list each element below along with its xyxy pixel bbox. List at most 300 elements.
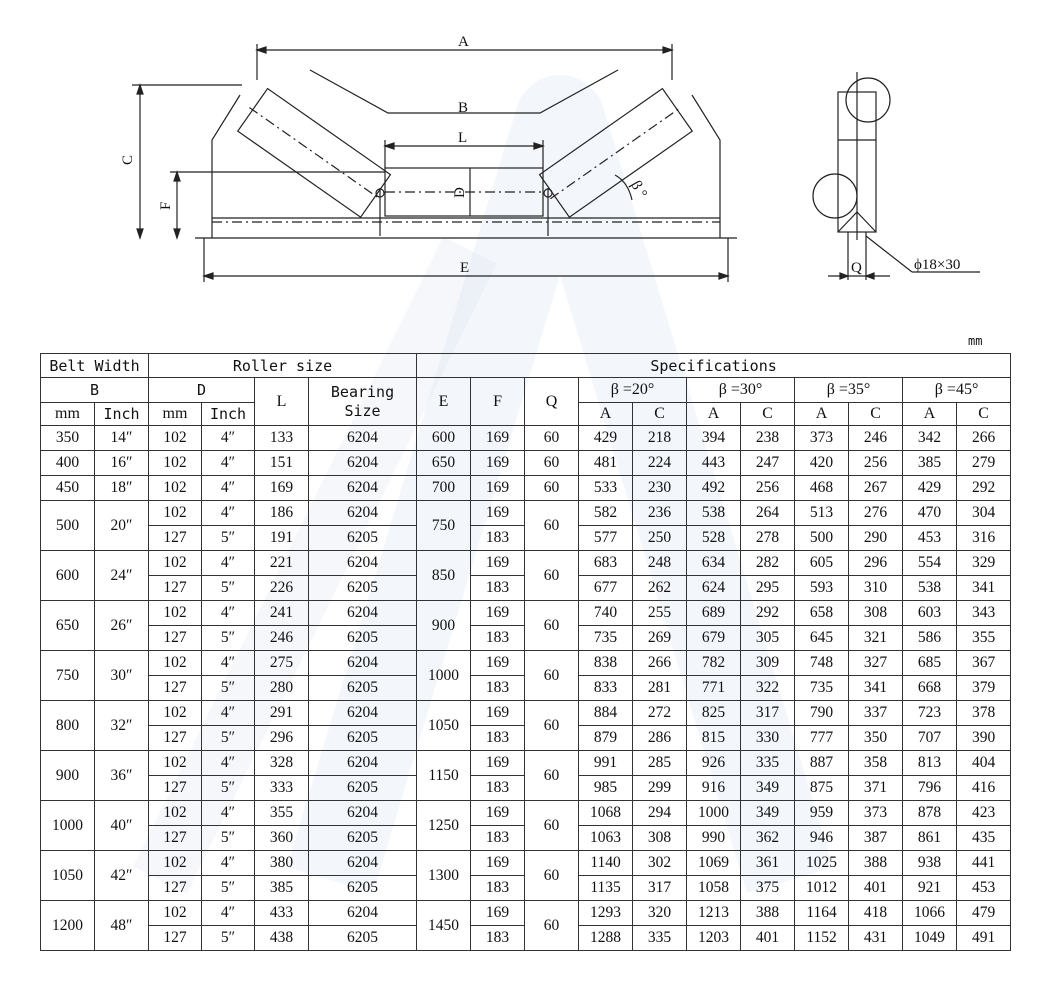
roller-d-mm-cell: 127: [149, 826, 202, 851]
roller-d-mm-cell: 127: [149, 776, 202, 801]
spec-c35-cell: 296: [849, 551, 903, 576]
spec-c35-cell: 388: [849, 851, 903, 876]
bearing-size-cell: 6205: [309, 576, 417, 601]
spec-c30-cell: 309: [741, 651, 795, 676]
spec-c30-cell: 247: [741, 451, 795, 476]
roller-d-inch-cell: 4″: [202, 801, 255, 826]
bearing-size-cell: 6205: [309, 776, 417, 801]
spec-a35-cell: 420: [795, 451, 849, 476]
spec-c45-cell: 378: [957, 701, 1011, 726]
spec-c20-cell: 250: [633, 526, 687, 551]
e-cell: 1300: [417, 851, 471, 901]
spec-c35-cell: 276: [849, 501, 903, 526]
spec-c35-cell: 246: [849, 426, 903, 451]
table-row: [41, 551, 1011, 576]
spec-a45-cell: 342: [903, 426, 957, 451]
roller-l-cell: 133: [255, 426, 309, 451]
roller-d-mm-cell: 102: [149, 426, 202, 451]
spec-a30-cell: 1213: [687, 901, 741, 926]
table-row: [41, 426, 1011, 451]
spec-c35-cell: 431: [849, 926, 903, 951]
spec-c30-cell: 317: [741, 701, 795, 726]
spec-c20-cell: 317: [633, 876, 687, 901]
label-bolt: ϕ18×30: [914, 257, 961, 273]
spec-c30-cell: 278: [741, 526, 795, 551]
roller-l-cell: 186: [255, 501, 309, 526]
bearing-size-cell: 6204: [309, 476, 417, 501]
belt-width-inch-cell: 16″: [95, 451, 149, 476]
bearing-size-cell: 6204: [309, 551, 417, 576]
f-cell: 169: [471, 601, 525, 626]
spec-c20-cell: 266: [633, 651, 687, 676]
header-a35: A: [795, 403, 849, 426]
spec-a45-cell: 938: [903, 851, 957, 876]
spec-a20-cell: 683: [579, 551, 633, 576]
spec-c45-cell: 329: [957, 551, 1011, 576]
spec-a45-cell: 723: [903, 701, 957, 726]
roller-d-inch-cell: 4″: [202, 601, 255, 626]
spec-a35-cell: 1164: [795, 901, 849, 926]
spec-c20-cell: 218: [633, 426, 687, 451]
spec-a20-cell: 879: [579, 726, 633, 751]
spec-a45-cell: 796: [903, 776, 957, 801]
q-cell: 60: [525, 426, 579, 451]
label-Q: Q: [851, 260, 862, 276]
roller-l-cell: 360: [255, 826, 309, 851]
spec-a20-cell: 677: [579, 576, 633, 601]
spec-c20-cell: 269: [633, 626, 687, 651]
bearing-size-cell: 6204: [309, 901, 417, 926]
spec-c20-cell: 302: [633, 851, 687, 876]
spec-c35-cell: 310: [849, 576, 903, 601]
spec-a45-cell: 878: [903, 801, 957, 826]
q-cell: 60: [525, 601, 579, 651]
spec-c30-cell: 292: [741, 601, 795, 626]
spec-c30-cell: 305: [741, 626, 795, 651]
spec-a20-cell: 1135: [579, 876, 633, 901]
spec-a35-cell: 1012: [795, 876, 849, 901]
q-cell: 60: [525, 851, 579, 901]
roller-d-inch-cell: 5″: [202, 726, 255, 751]
spec-a30-cell: 782: [687, 651, 741, 676]
f-cell: 183: [471, 576, 525, 601]
spec-c20-cell: 248: [633, 551, 687, 576]
spec-c20-cell: 230: [633, 476, 687, 501]
e-cell: 1000: [417, 651, 471, 701]
spec-a35-cell: 875: [795, 776, 849, 801]
header-c20: C: [633, 403, 687, 426]
spec-a45-cell: 603: [903, 601, 957, 626]
spec-a35-cell: 373: [795, 426, 849, 451]
spec-a20-cell: 582: [579, 501, 633, 526]
table-row: [41, 476, 1011, 501]
roller-l-cell: 226: [255, 576, 309, 601]
f-cell: 183: [471, 926, 525, 951]
table-row: [41, 601, 1011, 626]
roller-d-inch-cell: 5″: [202, 776, 255, 801]
bearing-size-cell: 6205: [309, 626, 417, 651]
spec-c45-cell: 355: [957, 626, 1011, 651]
spec-c20-cell: 294: [633, 801, 687, 826]
spec-a35-cell: 500: [795, 526, 849, 551]
spec-c45-cell: 292: [957, 476, 1011, 501]
roller-d-mm-cell: 102: [149, 601, 202, 626]
spec-a30-cell: 771: [687, 676, 741, 701]
roller-d-mm-cell: 127: [149, 676, 202, 701]
e-cell: 650: [417, 451, 471, 476]
header-b-inch: Inch: [95, 403, 149, 426]
belt-width-mm-cell: 500: [41, 501, 95, 551]
roller-l-cell: 355: [255, 801, 309, 826]
roller-d-mm-cell: 127: [149, 526, 202, 551]
spec-a35-cell: 605: [795, 551, 849, 576]
spec-a45-cell: 861: [903, 826, 957, 851]
spec-a20-cell: 1068: [579, 801, 633, 826]
spec-c45-cell: 479: [957, 901, 1011, 926]
belt-width-inch-cell: 18″: [95, 476, 149, 501]
spec-c35-cell: 290: [849, 526, 903, 551]
roller-d-mm-cell: 102: [149, 701, 202, 726]
f-cell: 169: [471, 701, 525, 726]
spec-a45-cell: 385: [903, 451, 957, 476]
roller-l-cell: 280: [255, 676, 309, 701]
spec-a30-cell: 1069: [687, 851, 741, 876]
e-cell: 1150: [417, 751, 471, 801]
header-c30: C: [741, 403, 795, 426]
roller-l-cell: 380: [255, 851, 309, 876]
label-C: C: [120, 154, 136, 165]
roller-l-cell: 433: [255, 901, 309, 926]
spec-c45-cell: 491: [957, 926, 1011, 951]
spec-a35-cell: 1152: [795, 926, 849, 951]
q-cell: 60: [525, 651, 579, 701]
f-cell: 169: [471, 801, 525, 826]
spec-a35-cell: 593: [795, 576, 849, 601]
spec-a45-cell: 538: [903, 576, 957, 601]
spec-a35-cell: 735: [795, 676, 849, 701]
f-cell: 169: [471, 426, 525, 451]
roller-d-inch-cell: 4″: [202, 426, 255, 451]
roller-d-inch-cell: 4″: [202, 551, 255, 576]
spec-c35-cell: 350: [849, 726, 903, 751]
belt-width-mm-cell: 800: [41, 701, 95, 751]
bearing-size-cell: 6205: [309, 676, 417, 701]
spec-a20-cell: 1288: [579, 926, 633, 951]
roller-d-inch-cell: 4″: [202, 476, 255, 501]
idler-technical-drawing: [0, 0, 1050, 340]
f-cell: 183: [471, 776, 525, 801]
bearing-size-cell: 6205: [309, 726, 417, 751]
spec-c45-cell: 453: [957, 876, 1011, 901]
spec-c20-cell: 272: [633, 701, 687, 726]
spec-a45-cell: 707: [903, 726, 957, 751]
spec-a20-cell: 884: [579, 701, 633, 726]
spec-c35-cell: 341: [849, 676, 903, 701]
spec-a20-cell: 740: [579, 601, 633, 626]
roller-l-cell: 221: [255, 551, 309, 576]
table-row: [41, 701, 1011, 726]
unit-label: mm: [968, 334, 983, 348]
belt-width-inch-cell: 42″: [95, 851, 149, 901]
f-cell: 169: [471, 851, 525, 876]
belt-width-mm-cell: 650: [41, 601, 95, 651]
header-L: L: [255, 378, 309, 426]
spec-a35-cell: 658: [795, 601, 849, 626]
spec-a30-cell: 815: [687, 726, 741, 751]
spec-a30-cell: 443: [687, 451, 741, 476]
header-a30: A: [687, 403, 741, 426]
bearing-size-cell: 6205: [309, 926, 417, 951]
f-cell: 183: [471, 826, 525, 851]
spec-a45-cell: 1066: [903, 901, 957, 926]
q-cell: 60: [525, 551, 579, 601]
belt-width-mm-cell: 1000: [41, 801, 95, 851]
e-cell: 600: [417, 426, 471, 451]
spec-c35-cell: 337: [849, 701, 903, 726]
f-cell: 183: [471, 526, 525, 551]
bearing-size-cell: 6204: [309, 501, 417, 526]
roller-l-cell: 191: [255, 526, 309, 551]
spec-a20-cell: 991: [579, 751, 633, 776]
roller-d-mm-cell: 102: [149, 801, 202, 826]
spec-c20-cell: 281: [633, 676, 687, 701]
belt-width-inch-cell: 36″: [95, 751, 149, 801]
f-cell: 183: [471, 676, 525, 701]
spec-c45-cell: 367: [957, 651, 1011, 676]
spec-a20-cell: 838: [579, 651, 633, 676]
spec-c20-cell: 320: [633, 901, 687, 926]
roller-d-inch-cell: 4″: [202, 751, 255, 776]
spec-c35-cell: 401: [849, 876, 903, 901]
spec-a35-cell: 946: [795, 826, 849, 851]
header-E: E: [417, 378, 471, 426]
spec-c45-cell: 304: [957, 501, 1011, 526]
spec-a35-cell: 887: [795, 751, 849, 776]
spec-a45-cell: 685: [903, 651, 957, 676]
spec-c45-cell: 416: [957, 776, 1011, 801]
spec-c45-cell: 341: [957, 576, 1011, 601]
spec-a45-cell: 470: [903, 501, 957, 526]
header-Q: Q: [525, 378, 579, 426]
spec-c30-cell: 388: [741, 901, 795, 926]
spec-c45-cell: 441: [957, 851, 1011, 876]
roller-l-cell: 169: [255, 476, 309, 501]
bearing-size-cell: 6204: [309, 751, 417, 776]
roller-d-inch-cell: 4″: [202, 451, 255, 476]
header-specifications: Specifications: [417, 354, 1011, 378]
roller-d-mm-cell: 127: [149, 726, 202, 751]
roller-d-inch-cell: 5″: [202, 876, 255, 901]
spec-a45-cell: 921: [903, 876, 957, 901]
spec-c35-cell: 256: [849, 451, 903, 476]
spec-c35-cell: 327: [849, 651, 903, 676]
specifications-table: [40, 353, 1011, 951]
spec-c30-cell: 335: [741, 751, 795, 776]
e-cell: 1450: [417, 901, 471, 951]
belt-width-inch-cell: 14″: [95, 426, 149, 451]
spec-c30-cell: 238: [741, 426, 795, 451]
header-c35: C: [849, 403, 903, 426]
f-cell: 169: [471, 901, 525, 926]
header-belt-width: Belt Width: [41, 354, 149, 378]
q-cell: 60: [525, 451, 579, 476]
spec-a45-cell: 1049: [903, 926, 957, 951]
f-cell: 183: [471, 726, 525, 751]
spec-a30-cell: 492: [687, 476, 741, 501]
bearing-size-cell: 6205: [309, 526, 417, 551]
roller-l-cell: 333: [255, 776, 309, 801]
header-beta20: β =20°: [579, 378, 687, 403]
spec-a35-cell: 790: [795, 701, 849, 726]
spec-c35-cell: 373: [849, 801, 903, 826]
f-cell: 169: [471, 501, 525, 526]
spec-a20-cell: 533: [579, 476, 633, 501]
q-cell: 60: [525, 901, 579, 951]
spec-c35-cell: 358: [849, 751, 903, 776]
belt-width-inch-cell: 32″: [95, 701, 149, 751]
spec-a30-cell: 825: [687, 701, 741, 726]
bearing-size-cell: 6204: [309, 426, 417, 451]
spec-a20-cell: 481: [579, 451, 633, 476]
roller-d-mm-cell: 102: [149, 451, 202, 476]
roller-l-cell: 241: [255, 601, 309, 626]
belt-width-inch-cell: 40″: [95, 801, 149, 851]
roller-d-mm-cell: 102: [149, 476, 202, 501]
table-row: [41, 651, 1011, 676]
spec-c30-cell: 361: [741, 851, 795, 876]
belt-width-mm-cell: 350: [41, 426, 95, 451]
spec-a30-cell: 916: [687, 776, 741, 801]
spec-c35-cell: 267: [849, 476, 903, 501]
label-D: D: [452, 187, 468, 198]
table-row: [41, 751, 1011, 776]
roller-l-cell: 151: [255, 451, 309, 476]
spec-a20-cell: 577: [579, 526, 633, 551]
spec-c45-cell: 316: [957, 526, 1011, 551]
roller-d-inch-cell: 5″: [202, 926, 255, 951]
label-A: A: [458, 34, 469, 50]
spec-a30-cell: 528: [687, 526, 741, 551]
label-beta: β °: [627, 178, 650, 202]
header-beta35: β =35°: [795, 378, 903, 403]
belt-width-mm-cell: 900: [41, 751, 95, 801]
label-B: B: [458, 100, 469, 116]
header-bearing-line2: Size: [344, 401, 381, 420]
bearing-size-cell: 6204: [309, 701, 417, 726]
bearing-size-cell: 6204: [309, 651, 417, 676]
bearing-size-cell: 6205: [309, 876, 417, 901]
spec-c45-cell: 390: [957, 726, 1011, 751]
spec-a20-cell: 429: [579, 426, 633, 451]
spec-c35-cell: 371: [849, 776, 903, 801]
bearing-size-cell: 6204: [309, 601, 417, 626]
spec-a20-cell: 1293: [579, 901, 633, 926]
header-F: F: [471, 378, 525, 426]
spec-a30-cell: 1203: [687, 926, 741, 951]
spec-c35-cell: 321: [849, 626, 903, 651]
spec-c30-cell: 322: [741, 676, 795, 701]
label-F: F: [158, 201, 174, 210]
roller-l-cell: 438: [255, 926, 309, 951]
roller-d-inch-cell: 4″: [202, 901, 255, 926]
spec-a45-cell: 668: [903, 676, 957, 701]
spec-c20-cell: 262: [633, 576, 687, 601]
spec-c20-cell: 335: [633, 926, 687, 951]
spec-a45-cell: 429: [903, 476, 957, 501]
spec-a30-cell: 538: [687, 501, 741, 526]
label-L: L: [458, 130, 468, 146]
q-cell: 60: [525, 501, 579, 551]
table-row: [41, 801, 1011, 826]
header-d-mm: mm: [149, 403, 202, 426]
header-bearing-line1: Bearing: [330, 382, 395, 401]
spec-a20-cell: 735: [579, 626, 633, 651]
f-cell: 183: [471, 626, 525, 651]
spec-c20-cell: 255: [633, 601, 687, 626]
spec-a35-cell: 1025: [795, 851, 849, 876]
header-bearing-size: [309, 378, 417, 426]
spec-a30-cell: 624: [687, 576, 741, 601]
spec-c35-cell: 308: [849, 601, 903, 626]
bearing-size-cell: 6204: [309, 451, 417, 476]
spec-a35-cell: 777: [795, 726, 849, 751]
roller-d-inch-cell: 4″: [202, 701, 255, 726]
roller-d-mm-cell: 102: [149, 851, 202, 876]
header-d-inch: Inch: [202, 403, 255, 426]
f-cell: 169: [471, 751, 525, 776]
header-row-2: [41, 378, 1011, 403]
f-cell: 169: [471, 551, 525, 576]
roller-d-mm-cell: 127: [149, 626, 202, 651]
spec-c20-cell: 286: [633, 726, 687, 751]
spec-c30-cell: 330: [741, 726, 795, 751]
spec-c30-cell: 362: [741, 826, 795, 851]
header-a20: A: [579, 403, 633, 426]
roller-l-cell: 385: [255, 876, 309, 901]
spec-a35-cell: 513: [795, 501, 849, 526]
roller-d-inch-cell: 4″: [202, 851, 255, 876]
header-a45: A: [903, 403, 957, 426]
spec-a35-cell: 645: [795, 626, 849, 651]
spec-c20-cell: 299: [633, 776, 687, 801]
spec-c30-cell: 282: [741, 551, 795, 576]
spec-c35-cell: 418: [849, 901, 903, 926]
belt-width-inch-cell: 48″: [95, 901, 149, 951]
f-cell: 169: [471, 451, 525, 476]
spec-a35-cell: 959: [795, 801, 849, 826]
roller-d-mm-cell: 102: [149, 651, 202, 676]
spec-c30-cell: 256: [741, 476, 795, 501]
belt-width-mm-cell: 1050: [41, 851, 95, 901]
e-cell: 750: [417, 501, 471, 551]
e-cell: 1050: [417, 701, 471, 751]
spec-c45-cell: 435: [957, 826, 1011, 851]
spec-c45-cell: 279: [957, 451, 1011, 476]
spec-a30-cell: 1000: [687, 801, 741, 826]
header-b-mm: mm: [41, 403, 95, 426]
header-row-1: [41, 354, 1011, 378]
belt-width-mm-cell: 750: [41, 651, 95, 701]
label-E: E: [460, 260, 470, 276]
header-B: B: [41, 378, 149, 403]
roller-l-cell: 296: [255, 726, 309, 751]
spec-a45-cell: 813: [903, 751, 957, 776]
header-beta30: β =30°: [687, 378, 795, 403]
roller-d-mm-cell: 127: [149, 926, 202, 951]
roller-d-inch-cell: 5″: [202, 676, 255, 701]
roller-l-cell: 275: [255, 651, 309, 676]
f-cell: 169: [471, 651, 525, 676]
